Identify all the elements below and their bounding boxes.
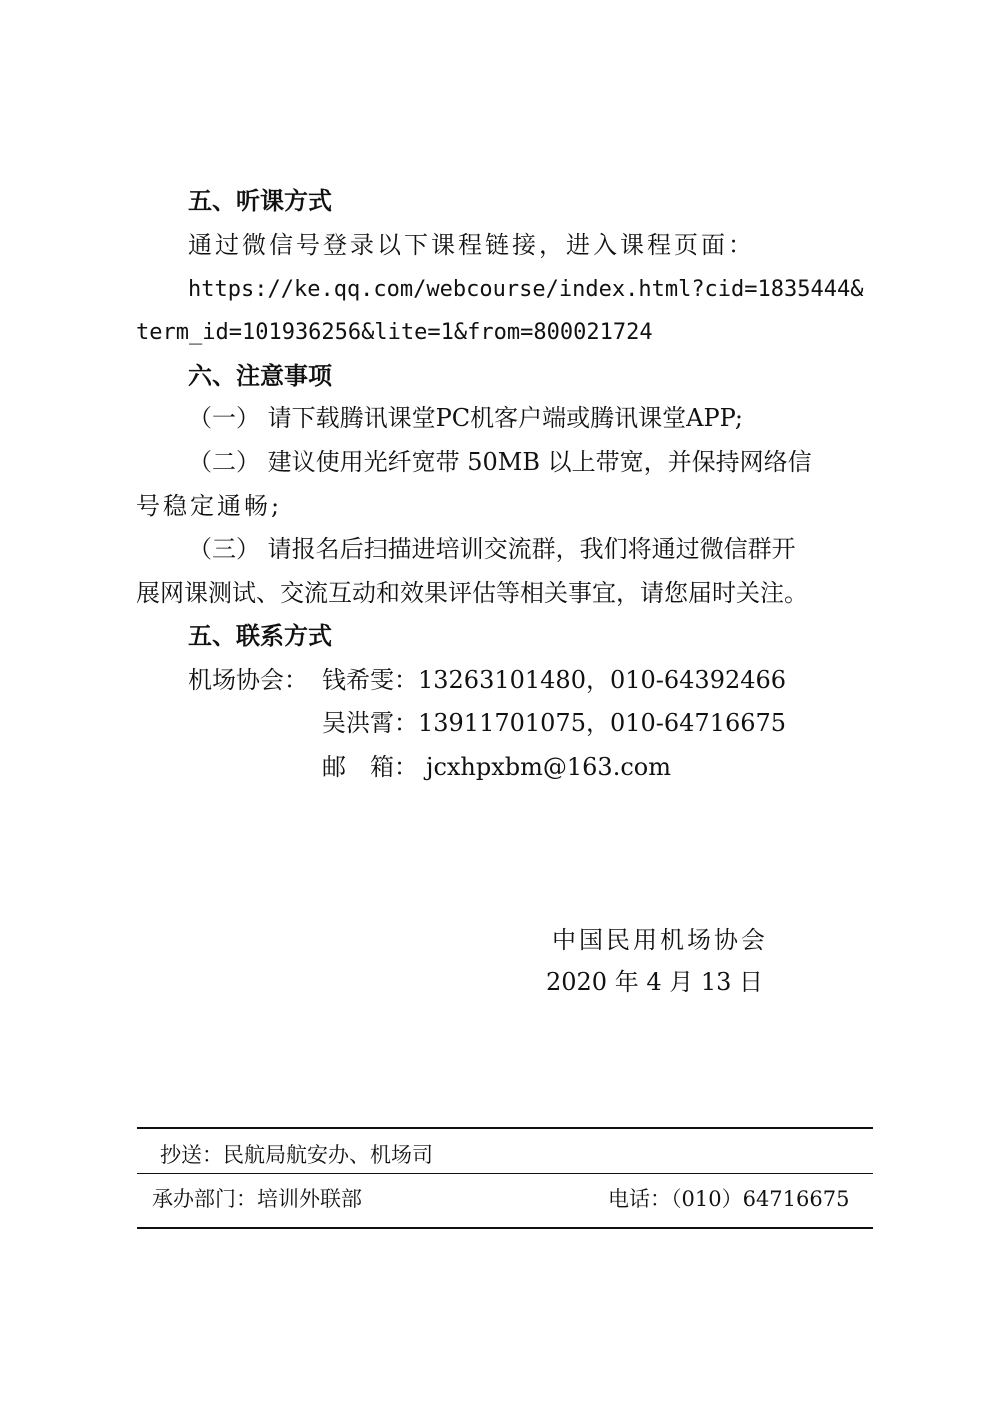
course-url-line1[interactable]: https://ke.qq.com/webcourse/index.html?cid=1835444& <box>188 277 864 302</box>
footer-dept: 承办部门：培训外联部 <box>152 1187 362 1211</box>
listening-intro: 通过微信号登录以下课程链接，进入课程页面： <box>188 231 755 259</box>
footer-cc: 抄送：民航局航安办、机场司 <box>160 1143 433 1167</box>
signature-org: 中国民用机场协会 <box>552 926 768 954</box>
footer-phone: 电话：（010）64716675 <box>608 1187 850 1211</box>
contact-person-2: 吴洪霄：13911701075，010-64716675 <box>322 709 787 737</box>
footer-top-rule <box>137 1127 873 1129</box>
section-heading-listening: 五、听课方式 <box>188 187 332 215</box>
signature-date: 2020 年 4 月 13 日 <box>546 968 764 996</box>
section-heading-contact: 五、联系方式 <box>188 622 332 650</box>
contact-person-1: 钱希雯：13263101480，010-64392466 <box>322 666 787 694</box>
note-item-2-line1: （二） 建议使用光纤宽带 50MB 以上带宽，并保持网络信 <box>188 448 812 476</box>
contact-email[interactable]: jcxhpxbm@163.com <box>426 753 671 781</box>
note-item-2-line2: 号稳定通畅; <box>136 492 283 520</box>
footer-middle-rule <box>137 1173 873 1174</box>
note-item-1: （一） 请下载腾讯课堂PC机客户端或腾讯课堂APP; <box>188 404 743 432</box>
note-item-3-line2: 展网课测试、交流互动和效果评估等相关事宜，请您届时关注。 <box>136 579 808 607</box>
footer-bottom-rule <box>137 1227 873 1229</box>
contact-org-label: 机场协会： <box>188 666 308 694</box>
note-item-3-line1: （三） 请报名后扫描进培训交流群，我们将通过微信群开 <box>188 535 796 563</box>
course-url-line2[interactable]: term_id=101936256&lite=1&from=800021724 <box>136 320 653 345</box>
section-heading-notes: 六、注意事项 <box>188 362 332 390</box>
contact-email-label: 邮 箱： <box>322 753 418 781</box>
